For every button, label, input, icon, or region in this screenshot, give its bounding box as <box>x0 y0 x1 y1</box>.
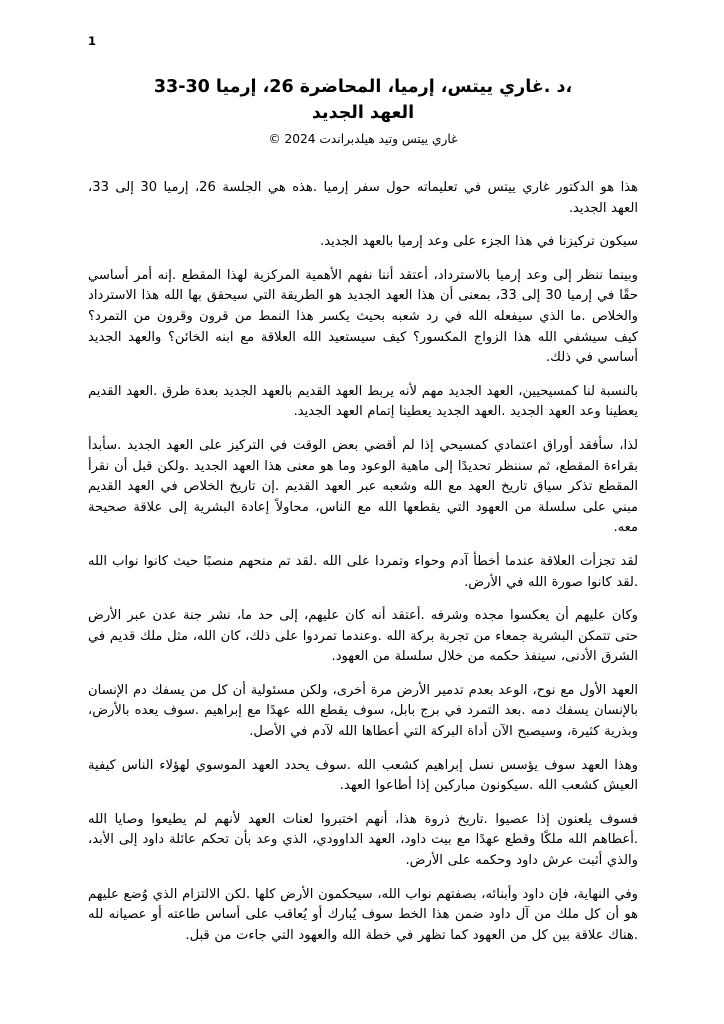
paragraph: فسوف يلعنون إذا عصيوا .تاريخ ذروة هذا، أنهم اختبروا لعنات العهد لأنهم لم يطيعوا وصايا الله .أعطاهم الله ملكًا وقطع عهدًا مع بيت داود، العهد الداوودي، الذي وعد بأن تحكم عائلة داود إلى الأبد، والذي أثبت عرش داود وحكمه على الأرض. <box>88 811 638 869</box>
paragraph: وكان عليهم أن يعكسوا مجده وشرفه .أعتقد أنه كان عليهم، إلى حد ما، نشر جنة عدن عبر الأرض حتى تتمكن البشرية جمعاء من تجربة بركة الله .وعندما تمردوا على ذلك، كان الله، مثل ملك قديم في الشرق الأدنى، سينفذ حكمه من خلال سلسلة من العهود. <box>88 608 638 665</box>
paragraph: بالنسبة لنا كمسيحيين، العهد الجديد مهم لأنه يربط العهد القديم بالعهد الجديد بعدة طرق .العهد القديم يعطينا وعد العهد الجديد .العهد الجديد يعطينا إتمام العهد الجديد. <box>88 383 638 420</box>
document-body <box>88 178 638 946</box>
paragraph: لقد تجزأت العلاقة عندما أخطأ آدم وحواء وتمردا على الله .لقد تم منحهم منصبًا حيث كانوا نواب الله .لقد كانوا صورة الله في الأرض. <box>88 553 638 590</box>
document-title-line1: ،د .غاري ييتس، إرميا، المحاضرة 26، إرميا 30-33 <box>153 77 573 97</box>
paragraph: وبينما ننظر إلى وعد إرميا بالاسترداد، أعتقد أننا نفهم الأهمية المركزية لهذا المقطع .إنه أمر أساسي حقًا في إرميا 30 إلى 33، بمعنى أن هذا العهد الجديد هو الطريقة التي سيحقق بها الله هذا الاسترداد والخلاص .ما الذي سيفعله الله في رد شعبه بحيث يكسر هذا النمط من قرون وقرون من التمرد؟ كيف سيشفي الله هذا الزواج المكسور؟ كيف سيستعيد الله العلاقة مع ابنه الخائن؟ والعهد الجديد أساسي في ذلك. <box>88 267 638 366</box>
title-block <box>88 74 638 148</box>
paragraph: سيكون تركيزنا في هذا الجزء على وعد إرميا بالعهد الجديد. <box>320 234 638 250</box>
paragraph: هذا هو الدكتور غاري ييتس في تعليماته حول سفر إرميا .هذه هي الجلسة 26، إرميا 30 إلى 33، العهد الجديد. <box>88 180 638 216</box>
document-title-line2: العهد الجديد <box>311 103 415 123</box>
paragraph: وهذا العهد سوف يؤسس نسل إبراهيم كشعب الله .سوف يحدد العهد الموسوي لهؤلاء الناس كيفية العيش كشعب الله .سيكونون مباركين إذا أطاعوا العهد. <box>88 757 638 794</box>
paragraph: وفي النهاية، فإن داود وأبنائه، بصفتهم نواب الله، سيحكمون الأرض كلها .لكن الالتزام الذي وُضع عليهم هو أن كل ملك من آل داود ضمن هذا الخط سوف يُبارك أو يُعاقب على أساس طاعته أو عصيانه لله .هناك علاقة بين كل من العهود كما تظهر في خطة الله والعهود التي جاءت من قبل. <box>88 886 638 943</box>
page-number: 1 <box>88 34 97 48</box>
copyright-line: غاري ييتس وتيد هيلدبراندت 2024 © <box>268 132 458 146</box>
paragraph: لذا، سأفقد أوراق اعتمادي كمسيحي إذا لم أقضي بعض الوقت في التركيز على العهد الجديد .سأبدأ بقراءة المقطع، ثم سننظر تحديدًا إلى ماهية الوعود وما هو معنى هذا العهد الجديد .ولكن قبل أن نقرأ المقطع تذكر سياق تاريخ العهد مع الله وشعبه عبر العهد القديم .إن تاريخ الخلاص في العهد القديم مبني على سلسلة من العهود التي يقطعها الله مع الناس، محاولاً إعادة البشرية إلى علاقة صحيحة معه. <box>88 437 638 536</box>
paragraph: العهد الأول مع نوح، الوعد بعدم تدمير الأرض مرة أخرى، ولكن مسئولية أن كل من يسفك دم الإنسان بالإنسان يسفك دمه .بعد التمرد في برج بابل، سوف يقطع الله عهدًا مع إبراهيم .سوف يعده بالأرض، وبذرية كثيرة، وسيصبح الآن أداة البركة التي أعطاها الله لآدم في الأصل. <box>88 682 638 740</box>
